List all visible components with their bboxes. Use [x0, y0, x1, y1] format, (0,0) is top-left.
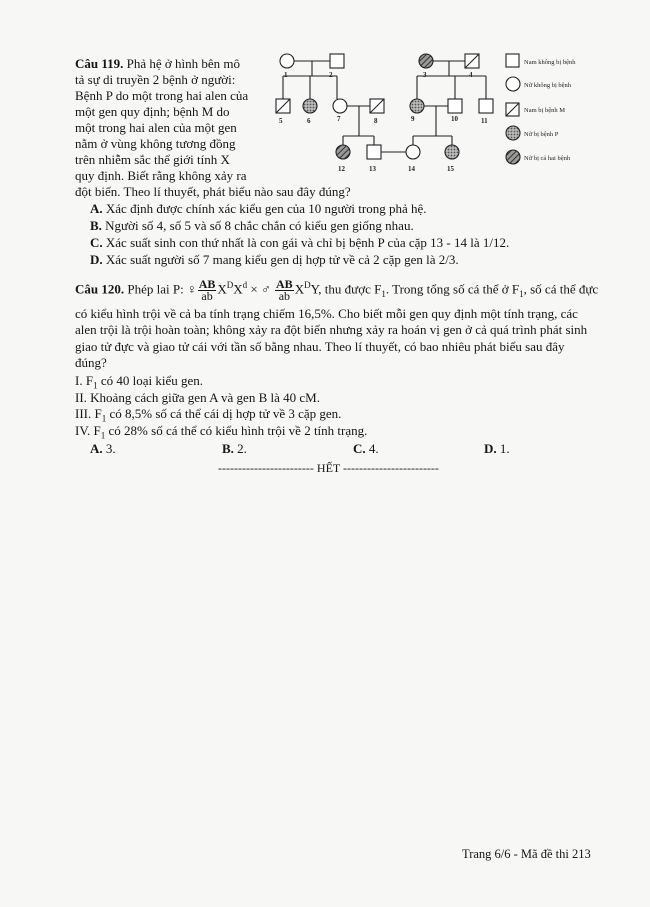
- q119-line-8: quy định. Biết rằng không xảy ra: [75, 168, 247, 183]
- option-text: Người số 4, số 5 và số 8 chắc chắn có kiểu gen giống nhau.: [101, 218, 414, 233]
- fraction-numerator: AB: [198, 276, 216, 291]
- allele-sup: d: [242, 280, 248, 290]
- q120-intro: Phép lai P: ♀: [124, 281, 197, 297]
- q119-option-b: [90, 218, 414, 234]
- q120-line-2: có kiểu hình trội về cả ba tính trạng chiếm 16,5%. Cho biết mỗi gen quy định một tính trạng, các: [75, 306, 578, 321]
- cross-sign: × ♂: [247, 281, 275, 297]
- q119-line-1: [75, 56, 240, 72]
- legend-male-disease-m: Nam bị bệnh M: [524, 107, 565, 114]
- answer-letter: B.: [222, 441, 234, 456]
- option-letter: A.: [90, 201, 103, 216]
- answer-a: [90, 441, 116, 457]
- q120-statement-2: [75, 390, 320, 406]
- pedigree-number-15: 15: [447, 165, 454, 173]
- pedigree-number-13: 13: [369, 165, 376, 173]
- answer-value: 4.: [365, 441, 379, 456]
- q119-text: Phả hệ ở hình bên mô: [126, 56, 241, 71]
- statement-post: có 8,5% số cá thể cái dị hợp tử về 3 cặp gen.: [106, 406, 342, 421]
- f-subscript: 1: [381, 288, 386, 299]
- q119-option-c: [90, 235, 509, 251]
- statement-post: có 28% số cá thể có kiểu hình trội về 2 tính trạng.: [105, 423, 368, 438]
- q120-after: . Trong tổng số cá thể ở F: [385, 281, 520, 297]
- q120-line-4: giao tử đực và giao tử cái với tần số bằng nhau. Theo lí thuyết, có bao nhiêu phát biểu sau đây: [75, 339, 565, 354]
- chromosome-x: X: [233, 281, 243, 297]
- q119-line-4: một gen quy định; bệnh M do: [75, 104, 230, 119]
- q120-after2: , số cá thể đực: [523, 281, 599, 297]
- q120-line-1: [75, 274, 598, 305]
- legend-female-both-diseases: Nữ bị cả hai bệnh: [524, 155, 571, 162]
- genotype-fraction-female: [198, 276, 217, 303]
- q120-result: Y, thu được F: [310, 281, 382, 297]
- statement-sub: 1: [93, 380, 98, 391]
- q120-line-5: đúng?: [75, 355, 107, 370]
- q119-line-7: trên nhiễm sắc thể giới tính X: [75, 152, 230, 167]
- pedigree-number-1: 1: [284, 71, 288, 79]
- legend-female-unaffected: Nữ không bị bệnh: [524, 82, 572, 89]
- q119-line-5: một trong hai alen của một gen: [75, 120, 237, 135]
- answer-value: 2.: [233, 441, 247, 456]
- statement-pre: I. F: [75, 373, 94, 388]
- q119-option-a: [90, 201, 427, 217]
- fraction-denominator: ab: [201, 288, 213, 303]
- pedigree-number-4: 4: [469, 71, 473, 79]
- pedigree-number-7: 7: [337, 115, 341, 123]
- pedigree-number-10: 10: [451, 115, 458, 123]
- pedigree-diagram: [270, 46, 610, 181]
- statement-sub: 1: [101, 413, 107, 424]
- q120-line-3: alen trội là trội hoàn toàn; không xảy ra đột biến nhưng xảy ra hoán vị gen ở cả quá trình phát sinh: [75, 322, 588, 337]
- q119-line-6: nằm ở vùng không tương đồng: [75, 136, 236, 151]
- end-marker: ------------------------ HẾT ------------------------: [218, 461, 439, 475]
- answer-b: [222, 441, 247, 457]
- pedigree-number-9: 9: [411, 115, 415, 123]
- statement-pre: III. F: [75, 406, 102, 421]
- pedigree-number-2: 2: [329, 71, 333, 79]
- option-text: Xác suất sinh con thứ nhất là con gái và chỉ bị bệnh P của cặp 13 - 14 là 1/12.: [102, 235, 510, 250]
- chromosome-x: X: [217, 281, 227, 297]
- fraction-numerator: AB: [276, 276, 293, 291]
- answer-d: [484, 441, 510, 457]
- q120-label: Câu 120.: [75, 281, 125, 297]
- option-text: Xác suất người số 7 mang kiểu gen dị hợp tử về cả 2 cặp gen là 2/3.: [102, 252, 459, 267]
- q119-line-3: Bệnh P do một trong hai alen của: [75, 88, 249, 103]
- answer-value: 1.: [496, 441, 510, 456]
- chromosome-x: X: [294, 281, 305, 297]
- q119-line-2: tả sự di truyền 2 bệnh ở người:: [75, 72, 236, 87]
- f-subscript: 1: [519, 288, 524, 299]
- statement-sub: 1: [100, 430, 106, 441]
- answer-letter: D.: [484, 441, 497, 456]
- answer-letter: C.: [353, 441, 366, 456]
- fraction-denominator: ab: [278, 288, 291, 303]
- legend-male-unaffected: Nam không bị bệnh: [524, 59, 576, 66]
- pedigree-number-11: 11: [481, 117, 488, 125]
- answer-letter: A.: [90, 441, 103, 456]
- pedigree-number-8: 8: [374, 117, 378, 125]
- option-text: Xác định được chính xác kiểu gen của 10 người trong phả hệ.: [102, 201, 427, 216]
- option-letter: B.: [90, 218, 102, 233]
- allele-sup: D: [304, 280, 311, 290]
- answer-value: 3.: [102, 441, 116, 456]
- pedigree-number-12: 12: [338, 165, 345, 173]
- page-footer: Trang 6/6 - Mã đề thi 213: [462, 847, 591, 861]
- allele-sup: D: [226, 280, 234, 290]
- pedigree-number-14: 14: [408, 165, 415, 173]
- option-letter: D.: [90, 252, 103, 267]
- legend-female-disease-p: Nữ bị bệnh P: [524, 131, 559, 138]
- q119-label: Câu 119.: [75, 56, 124, 71]
- statement-pre: II. Khoảng cách giữa gen A và gen B là 40 cM.: [75, 390, 320, 405]
- statement-post: có 40 loại kiểu gen.: [97, 373, 203, 388]
- answer-c: [353, 441, 379, 457]
- q119-line-9: đột biến. Theo lí thuyết, phát biểu nào sau đây đúng?: [75, 184, 351, 199]
- option-letter: C.: [90, 235, 103, 250]
- statement-pre: IV. F: [75, 423, 101, 438]
- genotype-fraction-male: [275, 276, 294, 303]
- q119-option-d: [90, 252, 459, 268]
- pedigree-number-3: 3: [423, 71, 427, 79]
- pedigree-number-5: 5: [279, 117, 283, 125]
- pedigree-number-6: 6: [307, 117, 311, 125]
